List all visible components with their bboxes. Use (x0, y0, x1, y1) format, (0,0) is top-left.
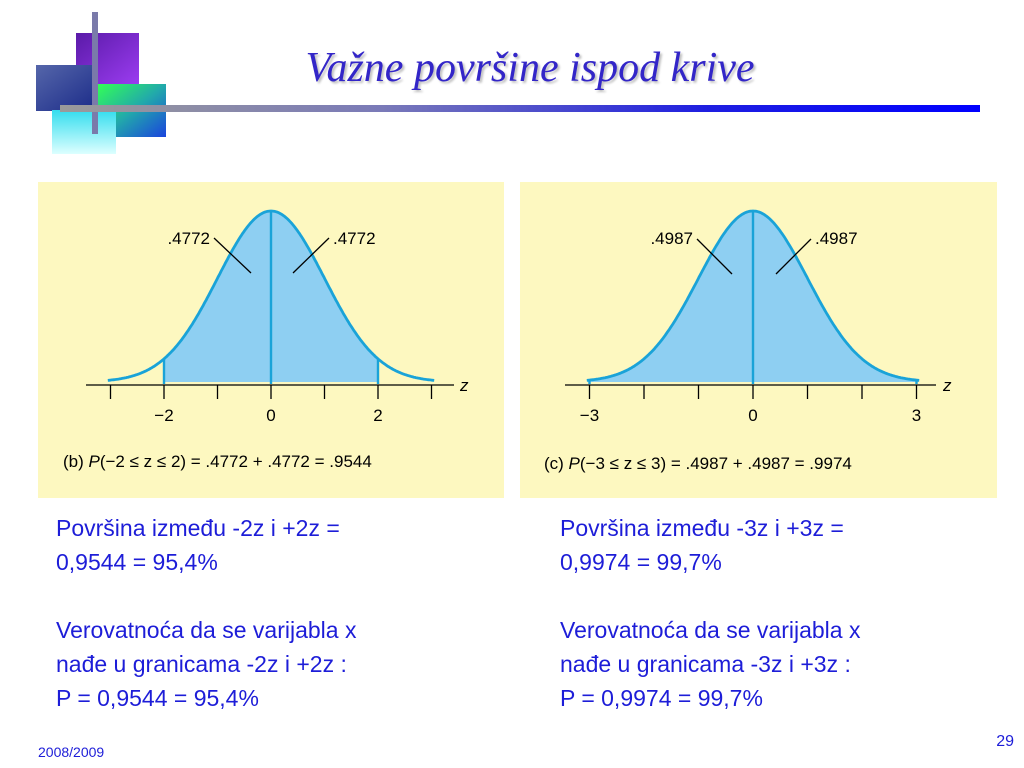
description-line: nađe u granicama -3z i +3z : (560, 651, 851, 677)
tick-label-2: 3 (911, 406, 922, 425)
caption-p: P (568, 454, 580, 473)
axis-label-z: z (460, 376, 469, 395)
normal-curve-chart-c (520, 182, 997, 498)
axis-label-z: z (943, 376, 952, 395)
caption (63, 452, 372, 471)
tick-marks (111, 385, 432, 399)
description-line: P = 0,9974 = 99,7% (560, 685, 763, 711)
tick-label-1: 0 (748, 406, 758, 425)
tick-label-1: 0 (266, 406, 276, 425)
description-line: 0,9544 = 95,4% (56, 549, 218, 575)
normal-curve-panel-b (38, 182, 504, 498)
logo-block-cyan (52, 110, 116, 154)
tick-label-0: −3 (579, 406, 600, 425)
normal-curve-chart-b (38, 182, 504, 498)
caption-expression: (−3 ≤ z ≤ 3) = .4987 + .4987 = .9974 (579, 454, 852, 473)
description-line: Verovatnoća da se varijabla x (560, 617, 861, 643)
area-label-right: .4772 (333, 229, 376, 248)
caption-prefix: (b) (63, 452, 89, 471)
description-left (56, 511, 476, 715)
normal-curve-panel-c (520, 182, 997, 498)
description-right (560, 511, 980, 715)
slide-title: Važne površine ispod krive (305, 45, 755, 91)
page-number: 29 (996, 733, 1014, 750)
decorative-logo (0, 0, 180, 160)
caption-prefix: (c) (544, 454, 569, 473)
logo-vertical-bar (92, 12, 98, 134)
tick-label-2: 2 (373, 406, 383, 425)
caption-p: P (88, 452, 100, 471)
caption (544, 454, 852, 473)
description-line: Verovatnoća da se varijabla x (56, 617, 357, 643)
tick-label-0: −2 (154, 406, 174, 425)
area-label-left: .4987 (650, 229, 693, 248)
title-underline (60, 105, 980, 112)
footer-year: 2008/2009 (38, 744, 105, 760)
description-line: Površina između -3z i +3z = (560, 515, 844, 541)
area-label-right: .4987 (815, 229, 858, 248)
description-line: P = 0,9544 = 95,4% (56, 685, 259, 711)
tick-marks (590, 385, 917, 399)
description-line: Površina između -2z i +2z = (56, 515, 340, 541)
caption-expression: (−2 ≤ z ≤ 2) = .4772 + .4772 = .9544 (99, 452, 372, 471)
area-label-left: .4772 (167, 229, 210, 248)
description-line: nađe u granicama -2z i +2z : (56, 651, 347, 677)
description-line: 0,9974 = 99,7% (560, 549, 722, 575)
